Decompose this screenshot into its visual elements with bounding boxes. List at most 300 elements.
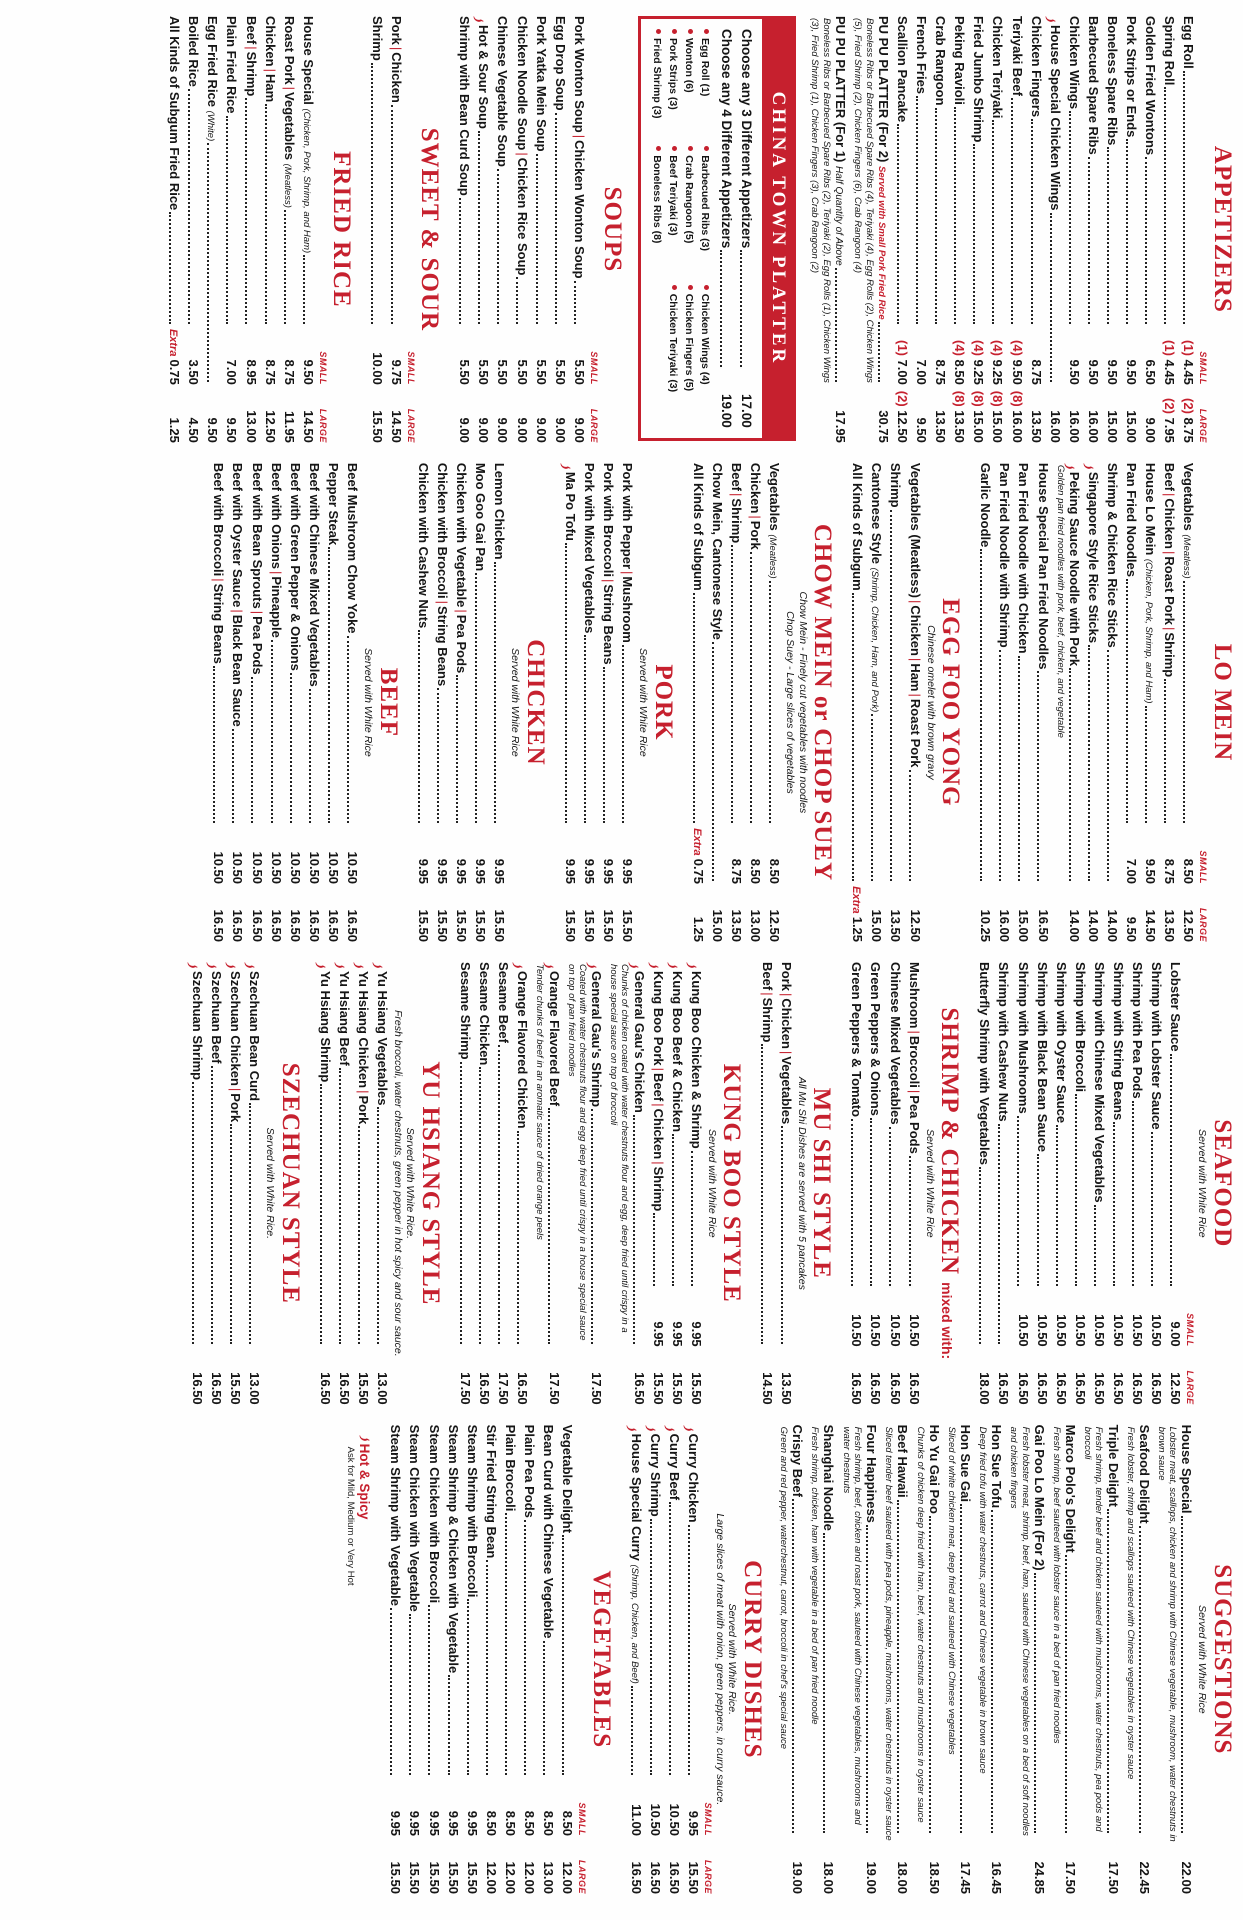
price-large: 15.50 (582, 909, 598, 943)
price-small: 10.50 (287, 851, 303, 885)
menu-item (188, 962, 207, 1405)
section-hot-spicy-footer (345, 1425, 372, 1894)
dotted-leader (562, 1535, 564, 1775)
menu-item (988, 16, 1007, 443)
section-soups (455, 16, 625, 443)
price-large: 12.00 (483, 1861, 499, 1894)
dotted-leader (731, 545, 733, 823)
dotted-leader (347, 636, 349, 823)
menu-item (226, 962, 245, 1405)
price-small: (4) 9.25 (971, 340, 987, 385)
price-large: 17.50 (1105, 1861, 1121, 1894)
item-name: Beef|Chicken|Roast Pork|Shrimp (1162, 462, 1178, 678)
price-small: 8.50 (748, 858, 764, 885)
price-small: 10.50 (230, 851, 246, 885)
item-description: Boneless Ribs or Barbecued Spare Ribs (2), Teriyaki (2), Egg Rolls (1), Chicken Wings (3), Fried Shrimp (1), Chicken Fingers (3), Crab Rangoon (2) (809, 18, 832, 383)
spicy-pepper-icon (353, 962, 364, 969)
box-bullet-item: Chicken Wings (4) (697, 285, 713, 428)
dotted-leader (669, 1502, 671, 1775)
dotted-leader (650, 1519, 652, 1775)
price-large: 16.50 (868, 1372, 884, 1405)
menu-column-3 (4, 958, 1235, 1421)
menu-item (1122, 16, 1141, 443)
menu-item (1103, 463, 1122, 942)
item-note-red: Served with Small Pork Fried Rice (875, 165, 887, 320)
item-name: Yu Hsiang Chicken|Pork (356, 971, 372, 1125)
section-title: SUGGESTIONS (1209, 1564, 1236, 1755)
price-small: 7.00 (913, 359, 929, 385)
section-suggestions (778, 1425, 1235, 1894)
price-large: (8) 15.00 (990, 390, 1006, 443)
menu-item (788, 1425, 807, 1894)
menu-item (414, 463, 433, 942)
menu-item (267, 463, 286, 942)
item-name: Shrimp with Pea Pods (1130, 962, 1146, 1099)
section-vegetables (386, 1425, 614, 1894)
item-name: Pan Fried Noodle with Shrimp (997, 462, 1013, 648)
price-large: 16.50 (1034, 1372, 1050, 1405)
price-small: (1) 4.45 (1162, 340, 1178, 385)
item-description: Fresh shrimp, tender beef and chicken sauteed with mushrooms, water chestnuts, pea pods and broccoli (1082, 1426, 1105, 1832)
label-small: SMALL (703, 1802, 714, 1836)
menu-item (905, 463, 924, 942)
price-large: 16.50 (1149, 1372, 1165, 1405)
item-name: Scallion Pancake (894, 16, 910, 123)
item-name: Boneless Spare Ribs (1105, 16, 1121, 146)
dotted-leader (1139, 1526, 1141, 1833)
alt-separator: | (907, 657, 923, 662)
spicy-pepper-icon (334, 962, 345, 969)
dotted-leader (935, 108, 937, 324)
dotted-leader (1126, 139, 1128, 323)
item-name: House Special Curry (Shrimp, Chicken, and Beef) (628, 1433, 644, 1684)
item-ingredients-note: (Shrimp, Chicken, and Beef) (628, 1564, 640, 1684)
dotted-leader (1107, 147, 1109, 324)
dotted-leader (1034, 1573, 1036, 1833)
dotted-leader (929, 1516, 931, 1833)
price-large: 9.00 (571, 417, 587, 443)
item-name: Four Happiness (864, 1424, 880, 1523)
item-description: Sliced of white chicken meat, deep fried and sauteed with Chinese vegetables (945, 1426, 957, 1755)
dotted-leader (390, 1608, 392, 1775)
dotted-leader (591, 1109, 593, 1344)
alt-separator: | (211, 578, 227, 582)
price-small: 5.50 (495, 359, 511, 385)
price-large: 16.50 (628, 1861, 644, 1894)
item-name: House Special (1179, 1424, 1195, 1514)
item-name: French Fries (913, 16, 929, 95)
menu-item (387, 16, 406, 443)
spicy-pepper-icon (187, 962, 198, 969)
quantity-marker: (4) (990, 340, 1006, 356)
price-large: 17.50 (496, 1372, 512, 1405)
price-large: 9.50 (1124, 916, 1140, 943)
price-large: 15.50 (426, 1861, 442, 1894)
item-name: Steam Chicken with Broccoli (426, 1424, 442, 1604)
dotted-leader (693, 593, 695, 823)
dotted-leader (339, 1068, 341, 1344)
dotted-leader (653, 1213, 655, 1285)
price-large: 9.00 (1143, 417, 1159, 443)
menu-item (1065, 463, 1084, 942)
menu-item (261, 16, 280, 443)
section-subtitle: Served with White Rice (1196, 1605, 1209, 1714)
price-small: 8.50 (502, 1810, 518, 1836)
price-small: 10.50 (306, 851, 322, 885)
dotted-leader (750, 552, 752, 823)
item-description: Chunks of chicken deep fried with ham, beef, water chestnuts and mushrooms in oyster sauce (914, 1426, 926, 1823)
price-large: 9.00 (552, 417, 568, 443)
price-large: 14.00 (1066, 909, 1082, 943)
menu-item (765, 463, 784, 942)
section-beef (209, 463, 400, 942)
alt-separator: | (620, 571, 636, 575)
menu-item (241, 16, 260, 443)
dotted-leader (290, 673, 292, 823)
dotted-leader (633, 1115, 635, 1344)
item-name: Green Peppers & Onions (868, 962, 884, 1116)
dotted-leader (1145, 706, 1147, 823)
box-bullet-item: Chicken Fingers (5) (681, 285, 697, 428)
price: 19.00 (719, 394, 735, 428)
dotted-leader (467, 1599, 469, 1775)
menu-item (886, 463, 905, 942)
price-small: 9.75 (388, 359, 404, 385)
section-mu-shi-style (757, 962, 834, 1405)
dotted-leader (252, 677, 254, 823)
box-choose-line: Choose any 3 Different Appetizers 17.00 (736, 29, 756, 428)
item-name: Beef with Bean Sprouts|Pea Pods (249, 462, 265, 675)
menu-item (757, 962, 776, 1405)
price-small: 9.95 (464, 1810, 480, 1836)
menu-item (668, 962, 687, 1405)
dotted-leader (358, 1126, 360, 1343)
item-name: Chow Mein, Cantonese Style (710, 462, 726, 640)
item-name: Chinese Mixed Vegetables (887, 962, 903, 1125)
item-name: Chicken with Vegetable|Pea Pods (454, 462, 470, 674)
alt-separator: | (650, 1103, 666, 1107)
section-kung-boo-style (456, 962, 745, 1405)
section-title-suffix: mixed with: (939, 1282, 956, 1360)
dotted-leader (428, 1605, 430, 1775)
dotted-leader (1037, 671, 1039, 881)
item-name: Ma Po Tofu (562, 471, 578, 541)
price-large: 12.50 (262, 410, 278, 443)
dotted-leader (448, 1675, 450, 1775)
label-small: SMALL (317, 351, 328, 385)
item-name: Barbecued Spare Ribs (1085, 16, 1101, 155)
dotted-leader (1126, 579, 1128, 823)
alt-separator: | (571, 134, 587, 139)
dotted-leader (1069, 668, 1071, 881)
price-large: 16.50 (208, 1372, 224, 1405)
item-name: Hon Sue Tofu (989, 1424, 1005, 1509)
alt-separator: | (906, 1089, 922, 1094)
price-small: 9.95 (688, 1321, 704, 1347)
price-large: 1.25 (167, 417, 183, 443)
price-large: 13.00 (375, 1372, 391, 1405)
price-small: 10.00 (369, 352, 385, 385)
dotted-leader (960, 1504, 962, 1833)
menu-item (646, 1425, 665, 1894)
menu-item (1141, 463, 1160, 942)
price-large: 12.00 (522, 1861, 538, 1894)
price-large: 30.75 (875, 410, 891, 443)
item-name: Vegetables (Meatless)|Chicken|Ham|Roast Pork (907, 462, 923, 768)
price-large: 16.50 (249, 909, 265, 943)
label-small: SMALL (1198, 351, 1209, 385)
section-title: BEEF (374, 667, 402, 738)
dotted-leader (1151, 1132, 1153, 1286)
alt-separator: | (906, 1030, 922, 1034)
price-large: 9.00 (495, 417, 511, 443)
dotted-leader (265, 104, 267, 324)
price-small: 8.50 (1181, 858, 1197, 885)
price-large: 15.50 (415, 909, 431, 943)
dotted-leader (866, 1525, 868, 1833)
price-large: 12.00 (560, 1861, 576, 1894)
spicy-pepper-icon (1083, 463, 1094, 470)
item-description: Tender chunks of beef in an aromatic sauce of dried orange peels (534, 964, 546, 1240)
alt-separator: | (1162, 627, 1178, 631)
item-name: Orange Flavored Beef (546, 971, 562, 1107)
alt-separator: | (268, 571, 284, 575)
item-name: Beef|Shrimp (243, 16, 259, 97)
dotted-leader (622, 645, 624, 823)
section-title: APPETIZERS (1209, 145, 1236, 313)
menu-item (950, 16, 969, 443)
price-large: 15.00 (1124, 410, 1140, 443)
menu-item (687, 962, 706, 1405)
item-description: Fresh lobster meat, shrimp, beef, ham, sauteed with Chinese vegetables on a bed of soft noodles and chicken fingers (1008, 1426, 1031, 1836)
dotted-leader (897, 124, 899, 324)
section-title: CHICKEN (521, 639, 549, 766)
price-large: 14.00 (1085, 909, 1101, 943)
dotted-leader (1183, 581, 1185, 823)
section-chicken (414, 463, 548, 942)
menu-item (1177, 1425, 1196, 1894)
price-large: 14.50 (1143, 909, 1159, 943)
section-title: KUNG BOO STYLE (718, 1063, 746, 1303)
hot-spicy-note (345, 1435, 372, 1894)
dotted-leader (1164, 679, 1166, 823)
price-small: 5.50 (457, 359, 473, 385)
dotted-leader (1088, 645, 1090, 881)
label-large: LARGE (1198, 908, 1209, 943)
price-large: 12.50 (907, 909, 923, 943)
price-small: 5.50 (533, 359, 549, 385)
price-large: 15.50 (445, 1861, 461, 1894)
item-name: Shrimp with Cashew Nuts (996, 962, 1012, 1122)
price-small: 5.50 (514, 359, 530, 385)
item-description: Sliced tender beef sauteed with pea pods, pineapple, mushrooms, water chestnuts in oyster sauce (883, 1426, 895, 1841)
price-large: 13.50 (1028, 410, 1044, 443)
section-szechuan-style (188, 962, 303, 1405)
menu-item (629, 962, 648, 1405)
price-large: 17.50 (1063, 1861, 1079, 1894)
price-small: 9.95 (434, 858, 450, 885)
item-name: Chicken with Broccoli|String Beans (434, 462, 450, 687)
alt-separator: | (748, 515, 764, 519)
menu-item (1179, 463, 1198, 942)
price-large: 9.00 (457, 417, 473, 443)
menu-item (1147, 962, 1166, 1405)
section-subtitle: Served with White Rice (637, 648, 650, 757)
price-large: 24.85 (1031, 1861, 1047, 1894)
menu-item (746, 463, 765, 942)
price-large: 16.00 (997, 909, 1013, 943)
item-description: Fresh shrimp, beef, chicken and roast pork, sauteed with Chinese vegetables, mushrooms and water chestnuts (840, 1426, 863, 1825)
price-large: 9.50 (205, 417, 221, 443)
dotted-leader (980, 549, 982, 881)
section-subtitle: Chop Suey - Large slices of vegetables (784, 611, 797, 794)
item-ingredients-note: (Shrimp, Chicken, Ham, and Pork) (869, 567, 881, 713)
item-name: House Special Pan Fried Noodles (1035, 462, 1051, 670)
menu-item (405, 1425, 424, 1894)
menu-item (444, 1425, 463, 1894)
price-large: 16.00 (1047, 410, 1063, 443)
menu-item (819, 1425, 838, 1894)
dotted-leader (769, 581, 771, 823)
price-large: 15.50 (562, 909, 578, 943)
menu-item (305, 463, 324, 942)
section-pork (561, 463, 676, 942)
section-title: VEGETABLES (587, 1570, 615, 1749)
alt-separator: | (759, 992, 775, 996)
item-name: PU PU PLATTER (For 1) Half Quantity of Above (833, 16, 849, 266)
item-name: Beef|Shrimp (729, 462, 745, 544)
price-small: (1) 7.00 (894, 340, 910, 385)
dotted-leader (574, 281, 576, 324)
section-title: MU SHI STYLE (808, 1087, 836, 1279)
dotted-leader (1018, 656, 1020, 882)
alt-separator: | (243, 46, 259, 50)
item-name: Chicken with Cashew Nuts (415, 462, 431, 629)
menu-item (1013, 962, 1032, 1405)
spicy-pepper-icon (560, 463, 571, 470)
item-name: Shrimp (888, 462, 904, 508)
item-ingredients-note: (Meatless) (1181, 534, 1193, 579)
price-small: 9.95 (669, 1321, 685, 1347)
item-name: Chicken|Pork (748, 462, 764, 550)
label-large: LARGE (588, 408, 599, 443)
item-name: Sesame Chicken (477, 962, 492, 1066)
dotted-leader (998, 1124, 1000, 1344)
item-description: Golden pan fried noodles with pork, beef, chicken, and vegetable (1054, 464, 1066, 738)
price-large: (2) 7.95 (1162, 398, 1178, 443)
item-name: Cantonese Style (Shrimp, Chicken, Ham, and Pork) (869, 462, 885, 713)
price-small: 10.50 (1092, 1314, 1107, 1347)
menu-item (354, 962, 373, 1405)
alt-separator: | (514, 152, 530, 156)
item-name: Boiled Rice (186, 16, 202, 87)
menu-item (1128, 962, 1147, 1405)
menu-item (975, 962, 994, 1405)
menu-column-1 (4, 12, 1235, 459)
box-choose-line: Choose any 4 Different Appetizers 19.00 (716, 29, 736, 428)
section-title: SOUPS (599, 186, 627, 273)
menu-item (1065, 16, 1084, 443)
spicy-pepper-icon (1045, 16, 1056, 23)
menu-item (494, 962, 513, 1405)
dotted-leader (524, 1520, 526, 1775)
price-large: 16.50 (667, 1861, 683, 1894)
menu-item (551, 16, 570, 443)
price-small: 9.95 (473, 858, 489, 885)
price-large: 13.50 (933, 410, 949, 443)
menu-item (689, 463, 708, 942)
item-name: Steam Shrimp with Broccoli (464, 1424, 480, 1598)
section-subtitle: Served with White Rice. (404, 1127, 417, 1240)
box-bullet-item: Pork Strips (3) (665, 29, 681, 146)
price-large: 16.50 (230, 909, 246, 943)
item-name: Sesame Beef (496, 962, 512, 1043)
price-large: 15.50 (688, 1372, 704, 1405)
price-large: 15.00 (710, 909, 726, 943)
dotted-leader (232, 729, 234, 823)
section-egg-foo-yong (848, 463, 963, 942)
price-large: 16.50 (336, 1372, 352, 1405)
price-large: 16.50 (211, 909, 227, 943)
dotted-leader (320, 1084, 322, 1343)
item-name: PU PU PLATTER (For 2) Served with Small Pork Fried Rice (875, 16, 891, 320)
menu-item (570, 16, 589, 443)
price-large: 16.50 (345, 909, 361, 943)
section-curry-dishes (627, 1425, 765, 1894)
item-name: Crispy Beef (790, 1424, 806, 1497)
price-large: 13.00 (748, 909, 764, 943)
item-description: Fresh shrimp, beef sauteed with lobster sauce in a bed of pan fried noodles (1050, 1426, 1062, 1744)
hot-spicy-sub: Ask for Mild, Medium or Very Hot (345, 1446, 357, 1586)
section-appetizers (809, 16, 1235, 443)
item-description: Chunks of chicken coated with water chestnuts flour and egg, deep fried until crispy in a house special sauce on top of broccoli (608, 964, 631, 1333)
label-large: LARGE (703, 1860, 714, 1894)
menu-item (976, 463, 995, 942)
section-subtitle: Chow Mein - Finely cut vegetables with noodles (796, 591, 809, 814)
section-subtitle: Served with White Rice. (264, 1127, 277, 1240)
item-description: Coated with water chestnuts flour and egg deep fried until crispy in a house special sauce on top of pan fried noodles (565, 964, 588, 1341)
price-large: 18.50 (926, 1861, 942, 1894)
item-name: Shrimp with Black Bean Sauce (1034, 962, 1050, 1153)
price-large: 15.00 (1016, 909, 1032, 943)
price-small: 8.50 (560, 1810, 576, 1836)
quantity-marker: (4) (952, 340, 968, 356)
alt-separator: | (262, 68, 278, 72)
alt-separator: | (249, 610, 265, 615)
quantity-marker: (1) (1162, 340, 1178, 356)
menu-item (280, 16, 299, 443)
item-name: Plain Broccoli (502, 1424, 518, 1512)
price-small: 10.50 (648, 1803, 664, 1836)
price-large: 16.50 (887, 1372, 903, 1405)
alt-separator: | (434, 600, 450, 605)
price-small: 9.95 (407, 1810, 423, 1836)
price-large: 13.00 (541, 1861, 557, 1894)
section-subtitle: Served with White Rice (362, 648, 375, 757)
menu-item (386, 1425, 405, 1894)
price-small: 11.00 (628, 1804, 644, 1836)
dotted-leader (1132, 1101, 1134, 1286)
price-column-labels (318, 16, 328, 443)
dotted-leader (517, 1131, 519, 1344)
menu-item (165, 16, 184, 443)
item-name: Chicken Fingers (1028, 16, 1044, 118)
menu-item (969, 16, 988, 443)
box-bullet-item: Egg Roll (1) (697, 29, 713, 146)
spicy-pepper-icon (473, 16, 484, 23)
menu-item (228, 463, 247, 942)
menu-item (847, 962, 866, 1405)
